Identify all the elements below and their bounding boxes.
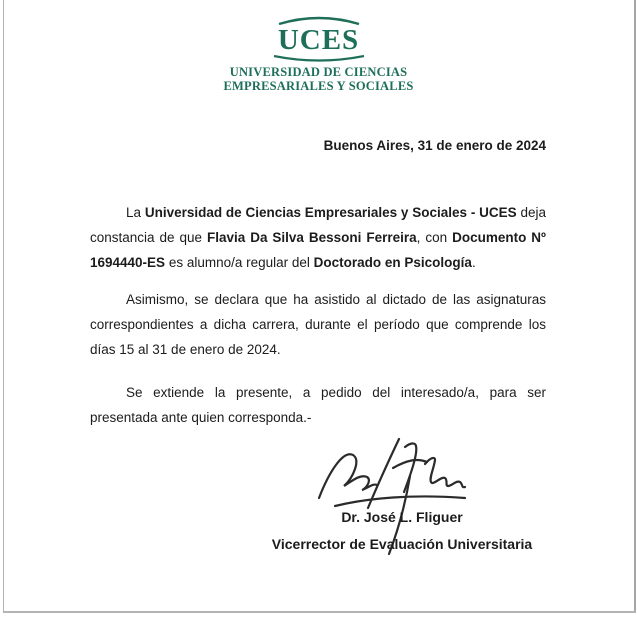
logo-name-line2: EMPRESARIALES Y SOCIALES [223, 79, 414, 93]
signatory-name: Dr. José L. Fliguer [341, 509, 463, 525]
logo-bottom-arc-icon [271, 55, 367, 63]
uces-logo [0, 16, 637, 93]
paragraph-closing: Se extiende la presente, a pedido del interesado/a, para ser presentada ante quien corresponda.- [90, 385, 546, 425]
signatory-title: Vicerrector de Evaluación Universitaria [271, 536, 533, 552]
page-edge-bottom [3, 611, 636, 613]
letter-body [90, 200, 546, 442]
date-line: Buenos Aires, 31 de enero de 2024 [323, 138, 546, 153]
logo-name-line1: UNIVERSIDAD DE CIENCIAS [229, 65, 408, 79]
logo-acronym: UCES [277, 24, 360, 56]
signatory-block [250, 504, 554, 558]
paragraph-attendance: Asimismo, se declara que ha asistido al dictado de las asignaturas correspondientes a dicha carrera, durante el período que comprende los días 15 al 31 de enero de 2024. [90, 292, 546, 357]
paragraph-enrollment: La Universidad de Ciencias Empresariales y Sociales - UCES deja constancia de que Flavia Da Silva Bessoni Ferreira, con Documento Nº 1694440-ES es alumno/a regular del Doctorado en Psicología. [90, 205, 546, 270]
